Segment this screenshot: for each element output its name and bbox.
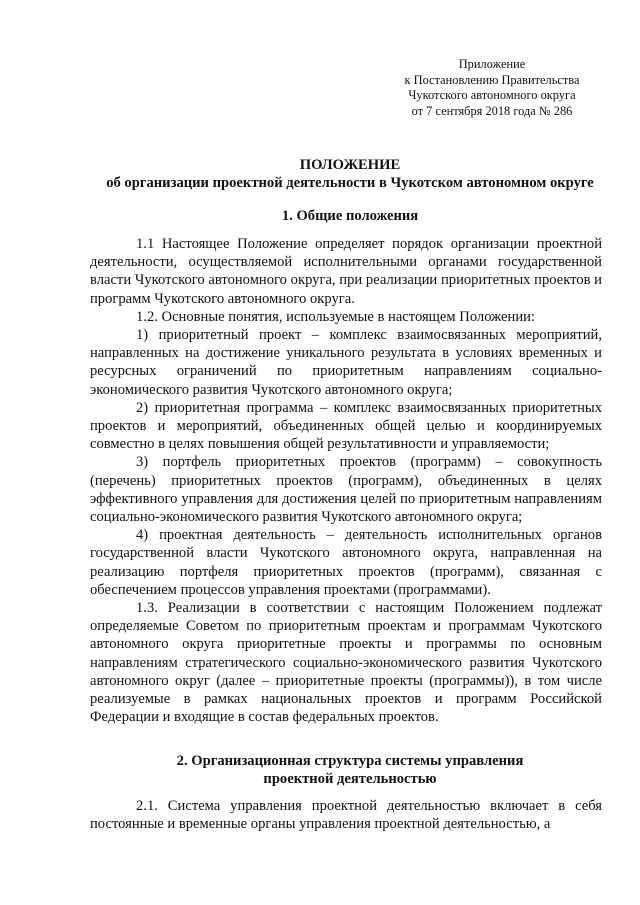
stamp-line: к Постановлению Правительства — [404, 72, 580, 87]
stamp-line: Чукотского автономного округа — [408, 88, 576, 102]
paragraph: 2.1. Система управления проектной деятельностью включает в себя постоянные и временные органы управления проектной деятельностью, а — [90, 798, 602, 833]
document-title: ПОЛОЖЕНИЕ — [299, 157, 401, 173]
section-1-body — [90, 235, 602, 726]
section-heading-2: 2. Организационная структура системы управления — [176, 753, 524, 769]
paragraph: 4) проектная деятельность – деятельность исполнительных органов государственной власти Чукотского автономного округа, направленная на реализацию портфеля приоритетных проектов (программ), связанная с обеспечением процессов управления проектами (программами). — [90, 527, 602, 598]
stamp-line: Приложение — [458, 57, 526, 71]
paragraph: 1.3. Реализации в соответствии с настоящим Положением подлежат определяемые Советом по приоритетным проектам и программам Чукотского автономного округа приоритетные проекты и программы по основным направлениям стратегического социально-экономического развития Чукотского автономного округ (далее – приоритетные проекты (программы)), в том числе реализуемые в рамках национальных проектов и программ Российской Федерации и входящие в состав федеральных проектов. — [90, 600, 602, 726]
paragraph: 1) приоритетный проект – комплекс взаимосвязанных мероприятий, направленных на достижение уникального результата в условиях временных и ресурсных ограничений по приоритетным направлениям социально-экономического развития Чукотского автономного округа; — [90, 327, 602, 398]
paragraph: 1.2. Основные понятия, используемые в настоящем Положении: — [136, 308, 535, 325]
paragraph: 3) портфель приоритетных проектов (программ) – совокупность (перечень) приоритетных проектов (программ), объединенных в целях эффективного управления для достижения целей по приоритетным направлениям социально-экономического развития Чукотского автономного округа; — [90, 454, 602, 526]
section-2-body — [90, 797, 602, 833]
stamp-line: от 7 сентября 2018 года № 286 — [411, 103, 573, 118]
document-subtitle: об организации проектной деятельности в Чукотском автономном округе — [106, 175, 594, 191]
paragraph: 1.1 Настоящее Положение определяет порядок организации проектной деятельности, осуществляемой исполнительными органами государственной власти Чукотского автономного округа, при реализации приоритетных проектов и программ Чукотского автономного округа. — [90, 236, 602, 307]
section-heading-1: 1. Общие положения — [281, 208, 419, 224]
paragraph: 2) приоритетная программа – комплекс взаимосвязанных приоритетных проектов и мероприятий, объединенных общей целью и координируемых совместно в целях повышения общей результативности и управляемости; — [90, 399, 602, 453]
section-heading-2-cont: проектной деятельностью — [263, 771, 437, 787]
approval-stamp — [392, 57, 592, 119]
